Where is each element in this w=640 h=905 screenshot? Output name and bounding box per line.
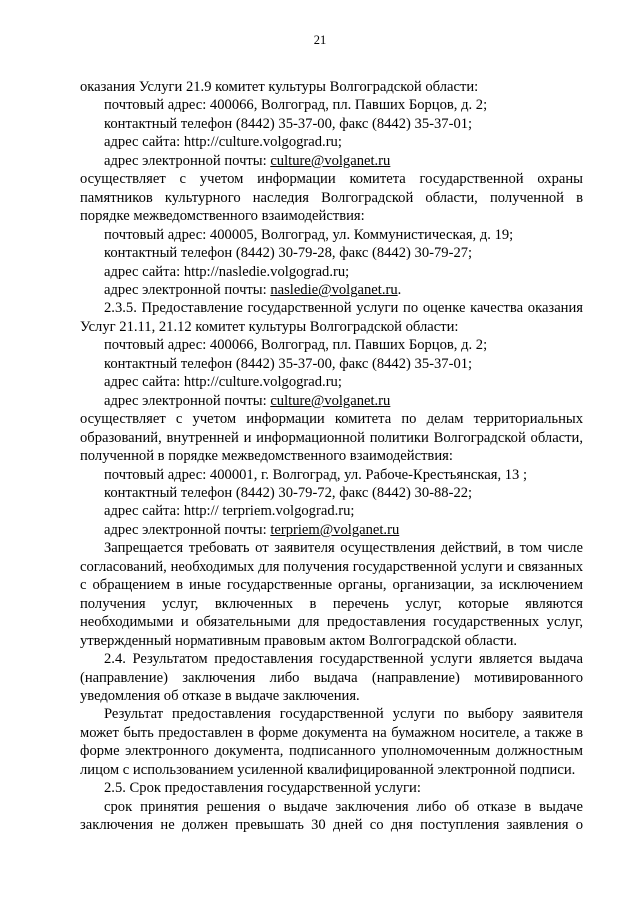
paragraph xyxy=(80,373,583,391)
paragraph xyxy=(80,355,583,373)
paragraph-text: осуществляет с учетом информации комитета по делам территориальных образований, внутренней и информационной политики Волгоградской области, полученной в порядке межведомственного взаимодействия: xyxy=(80,411,583,465)
paragraph-text: оказания Услуги 21.9 комитет культуры Волгоградской области: xyxy=(80,79,479,95)
paragraph xyxy=(80,502,583,520)
email-link[interactable]: nasledie@volganet.ru xyxy=(270,281,398,298)
paragraph-text: 2.3.5. Предоставление государственной услуги по оценке качества оказания Услуг 21.11, 21.12 комитет культуры Волгоградской области: xyxy=(80,300,583,335)
punctuation: . xyxy=(397,281,402,298)
paragraph xyxy=(80,152,583,170)
page-number: 21 xyxy=(313,33,327,47)
paragraph xyxy=(80,798,583,835)
paragraph-text: адрес электронной почты: xyxy=(104,392,271,409)
paragraph xyxy=(80,263,583,281)
paragraph xyxy=(80,170,583,225)
paragraph xyxy=(80,244,583,262)
paragraph-text: 2.4. Результатом предоставления государственной услуги является выдача (направление) заключения либо выдача (направление) мотивированного уведомления об отказе в выдаче заключения. xyxy=(80,651,583,704)
paragraph xyxy=(80,466,583,484)
paragraph xyxy=(80,133,583,151)
paragraph xyxy=(80,336,583,354)
paragraph-text: Запрещается требовать от заявителя осуществления действий, в том числе согласований, необходимых для получения государственной услуги и связанных с обращением в иные государственные органы, организации, за исключением получения услуг, включенных в перечень услуг, которые являются необходимыми и обязательными для предоставления государственных услуг, утвержденный нормативным правовым актом Волгоградской области. xyxy=(80,540,583,649)
paragraph xyxy=(80,281,583,299)
paragraph xyxy=(80,78,583,96)
paragraph-text: почтовый адрес: 400066, Волгоград, пл. Павших Борцов, д. 2; xyxy=(104,97,488,114)
paragraph-text: контактный телефон (8442) 30-79-28, факс (8442) 30-79-27; xyxy=(104,245,473,262)
paragraph xyxy=(80,299,583,336)
document-body xyxy=(80,78,583,835)
paragraph xyxy=(80,392,583,410)
paragraph-text: контактный телефон (8442) 35-37-00, факс (8442) 35-37-01; xyxy=(104,355,473,372)
paragraph-text: почтовый адрес: 400066, Волгоград, пл. Павших Борцов, д. 2; xyxy=(104,337,488,354)
paragraph-text: адрес сайта: http://nasledie.volgograd.ru; xyxy=(104,263,350,280)
paragraph xyxy=(80,650,583,705)
paragraph-text: контактный телефон (8442) 35-37-00, факс (8442) 35-37-01; xyxy=(104,115,473,132)
paragraph-text: почтовый адрес: 400001, г. Волгоград, ул. Рабоче-Крестьянская, 13 ; xyxy=(104,466,528,483)
paragraph xyxy=(80,484,583,502)
paragraph-text: контактный телефон (8442) 30-79-72, факс (8442) 30-88-22; xyxy=(104,484,473,501)
paragraph-text: осуществляет с учетом информации комитета государственной охраны памятников культурного наследия Волгоградской области, полученной в порядке межведомственного взаимодействия: xyxy=(80,171,583,225)
paragraph xyxy=(80,226,583,244)
email-link[interactable]: culture@volganet.ru xyxy=(270,392,391,409)
paragraph-text: адрес сайта: http://culture.volgograd.ru; xyxy=(104,134,342,151)
paragraph xyxy=(80,96,583,114)
email-link[interactable]: culture@volganet.ru xyxy=(270,152,391,169)
email-link[interactable]: terpriem@volganet.ru xyxy=(270,521,400,538)
paragraph xyxy=(80,410,583,465)
paragraph-text: Результат предоставления государственной услуги по выбору заявителя может быть предоставлен в форме документа на бумажном носителе, а также в форме электронного документа, подписанного уполномоченным должностным лицом с использованием усиленной квалифицированной электронной подписи. xyxy=(80,706,583,778)
paragraph-text: срок принятия решения о выдаче заключения либо об отказе в выдаче заключения не должен превышать 30 дней со дня поступления заявления о xyxy=(80,798,583,834)
paragraph-text: адрес сайта: http://culture.volgograd.ru; xyxy=(104,374,342,391)
paragraph xyxy=(80,521,583,539)
paragraph xyxy=(80,539,583,650)
paragraph xyxy=(80,115,583,133)
paragraph xyxy=(80,779,583,797)
paragraph-text: адрес электронной почты: xyxy=(104,521,271,538)
paragraph xyxy=(80,705,583,779)
paragraph-text: адрес сайта: http:// terpriem.volgograd.ru; xyxy=(104,503,355,520)
paragraph-text: почтовый адрес: 400005, Волгоград, ул. Коммунистическая, д. 19; xyxy=(104,226,514,243)
paragraph-text: адрес электронной почты: xyxy=(104,152,271,169)
paragraph-text: 2.5. Срок предоставления государственной услуги: xyxy=(104,780,421,797)
paragraph-text: адрес электронной почты: xyxy=(104,281,271,298)
